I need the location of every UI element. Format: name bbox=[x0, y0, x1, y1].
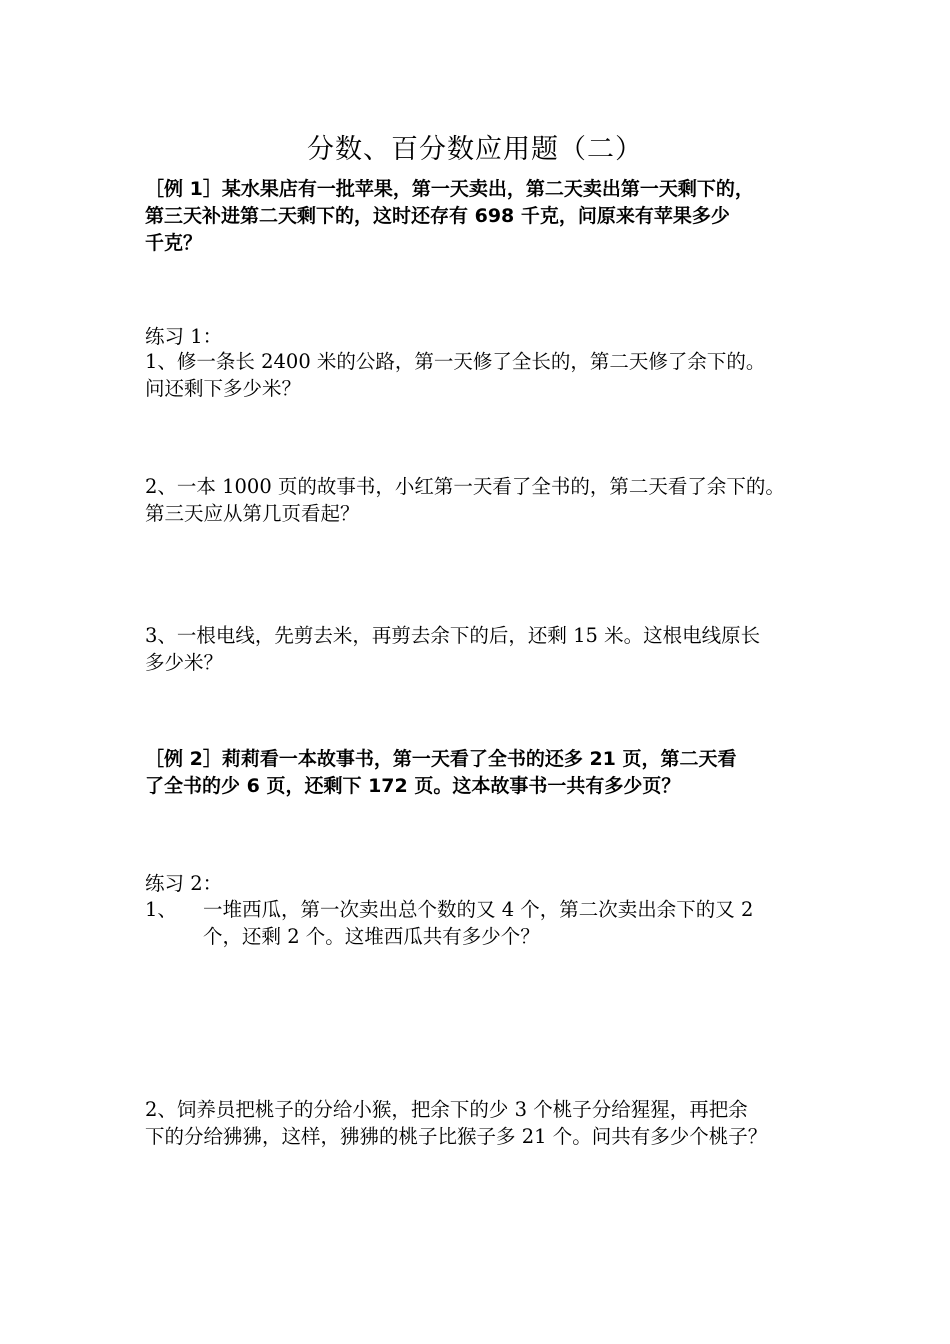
example-1-line: 千克？ bbox=[145, 232, 203, 254]
question-line: 一堆西瓜，第一次卖出总个数的又 4 个，第二次卖出余下的又 2 bbox=[203, 898, 754, 921]
example-1-line: ［例 1］某水果店有一批苹果，第一天卖出，第二天卖出第一天剩下的， bbox=[145, 178, 754, 200]
practice-1-question-1 bbox=[145, 348, 825, 402]
practice-2-question-2 bbox=[145, 1096, 825, 1150]
practice-1-question-2 bbox=[145, 473, 825, 527]
question-line: 个，还剩 2 个。这堆西瓜共有多少个？ bbox=[203, 925, 540, 948]
question-number: 1、 bbox=[145, 898, 177, 921]
question-line: 2、饲养员把桃子的分给小猴，把余下的少 3 个桃子分给猩猩，再把余 bbox=[145, 1098, 748, 1121]
question-line: 3、一根电线，先剪去米，再剪去余下的后，还剩 15 米。这根电线原长 bbox=[145, 624, 761, 647]
question-line: 多少米？ bbox=[145, 651, 224, 674]
practice-1-question-3 bbox=[145, 622, 825, 676]
practice-2-heading: 练习 2： bbox=[145, 872, 223, 895]
question-text bbox=[203, 896, 823, 950]
example-1-line: 第三天补进第二天剩下的，这时还存有 698 千克，问原来有苹果多少 bbox=[145, 205, 730, 227]
question-line: 问还剩下多少米？ bbox=[145, 377, 302, 400]
page-title: 分数、百分数应用题（二） bbox=[307, 134, 643, 165]
practice-1-heading: 练习 1： bbox=[145, 325, 223, 348]
practice-2-question-1 bbox=[145, 896, 825, 956]
example-1 bbox=[145, 176, 825, 257]
question-line: 1、修一条长 2400 米的公路，第一天修了全长的，第二天修了余下的。 bbox=[145, 350, 766, 373]
question-line: 第三天应从第几页看起？ bbox=[145, 502, 360, 525]
question-line: 2、一本 1000 页的故事书，小红第一天看了全书的，第二天看了余下的。 bbox=[145, 475, 785, 498]
example-2 bbox=[145, 746, 825, 800]
example-2-line: 了全书的少 6 页，还剩下 172 页。这本故事书一共有多少页？ bbox=[145, 775, 681, 797]
example-2-line: ［例 2］莉莉看一本故事书，第一天看了全书的还多 21 页，第二天看 bbox=[145, 748, 737, 770]
question-line: 下的分给狒狒，这样，狒狒的桃子比猴子多 21 个。问共有多少个桃子？ bbox=[145, 1125, 768, 1148]
